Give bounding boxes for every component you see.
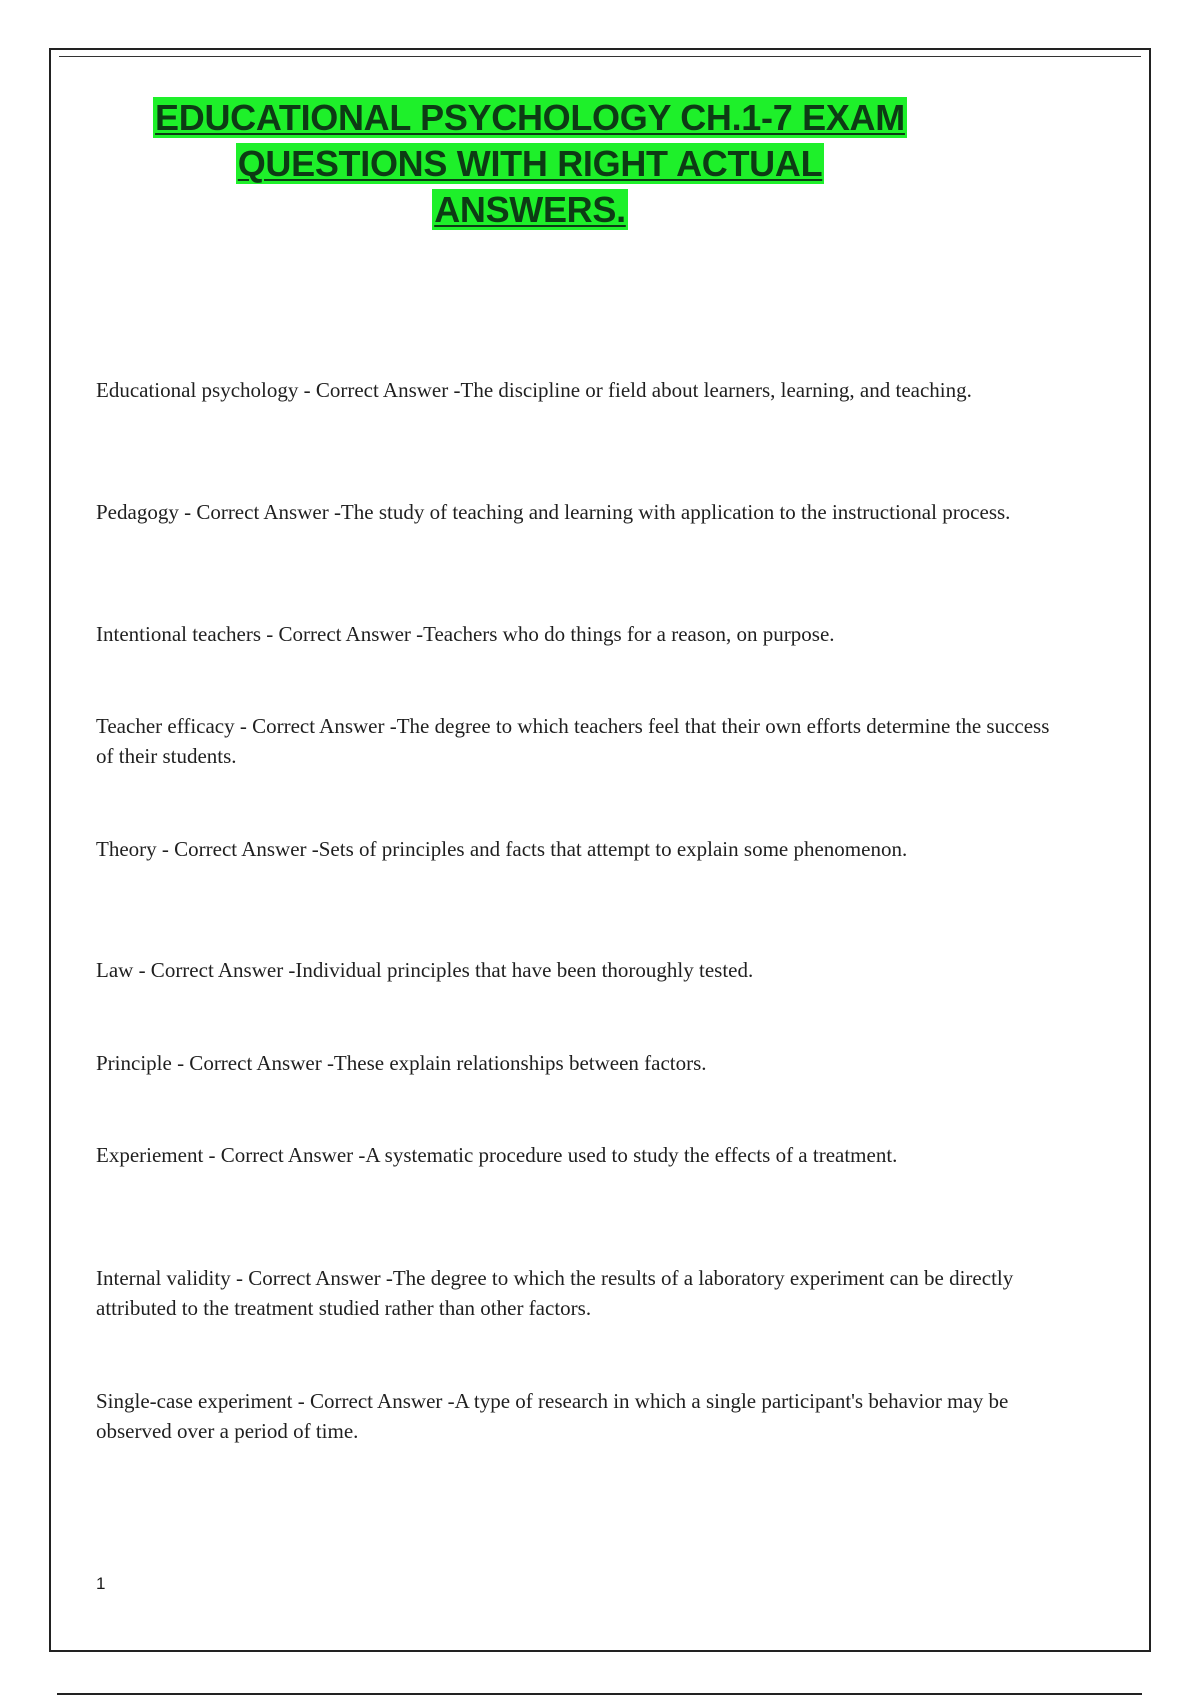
qa-entry-single-case-experiment: Single-case experiment - Correct Answer -A type of research in which a single participant's behavior may be observed over a period of time. xyxy=(96,1389,1009,1443)
frame-top-rule xyxy=(59,56,1141,57)
title-line-1: EDUCATIONAL PSYCHOLOGY CH.1-7 EXAM xyxy=(155,97,905,138)
page-number: 1 xyxy=(96,1574,106,1593)
qa-entry-theory: Theory - Correct Answer -Sets of principles and facts that attempt to explain some phenomenon. xyxy=(96,837,908,861)
title-line-3: ANSWERS. xyxy=(434,189,626,230)
qa-entry-educational-psychology: Educational psychology - Correct Answer -The discipline or field about learners, learning, and teaching. xyxy=(96,378,972,402)
qa-entry-intentional-teachers: Intentional teachers - Correct Answer -Teachers who do things for a reason, on purpose. xyxy=(96,622,835,646)
qa-entry-internal-validity: Internal validity - Correct Answer -The degree to which the results of a laboratory experiment can be directly attributed to the treatment studied rather than other factors. xyxy=(96,1266,1014,1320)
qa-entry-pedagogy: Pedagogy - Correct Answer -The study of teaching and learning with application to the instructional process. xyxy=(96,500,1011,524)
qa-entry-teacher-efficacy: Teacher efficacy - Correct Answer -The degree to which teachers feel that their own efforts determine the success of their students. xyxy=(96,714,1050,768)
qa-entry-experiement: Experiement - Correct Answer -A systematic procedure used to study the effects of a treatment. xyxy=(96,1143,898,1167)
title-line-2: QUESTIONS WITH RIGHT ACTUAL xyxy=(237,143,823,184)
qa-entry-law: Law - Correct Answer -Individual principles that have been thoroughly tested. xyxy=(96,958,754,982)
next-page-top-rule xyxy=(57,1693,1142,1695)
document-title xyxy=(90,95,970,233)
qa-entry-principle: Principle - Correct Answer -These explain relationships between factors. xyxy=(96,1051,707,1075)
